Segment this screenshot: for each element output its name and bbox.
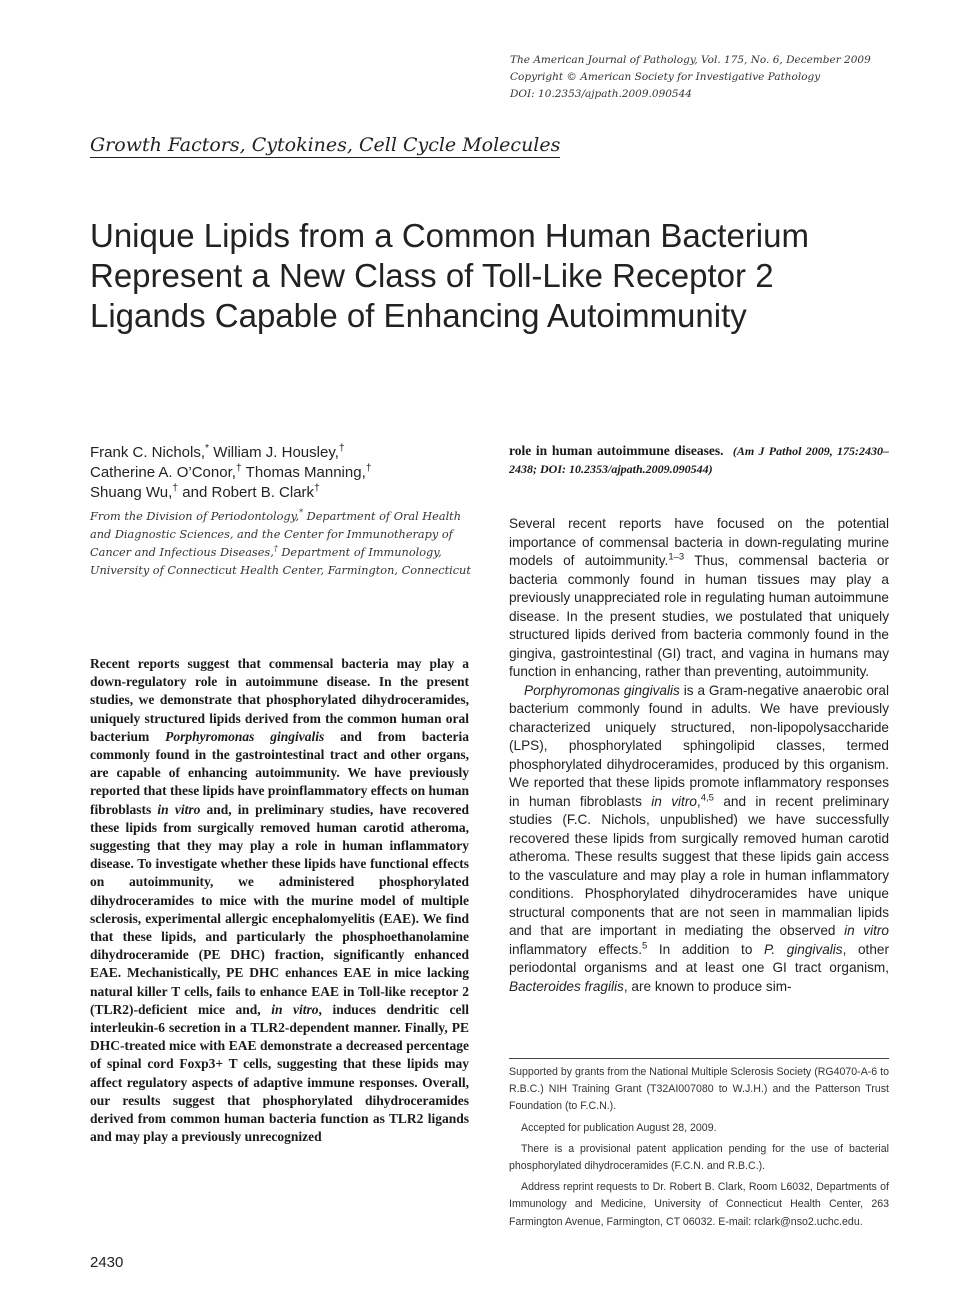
body-span: is a Gram-negative anaerobic oral bacterium commonly found in adults. We have previously characterized uniquely structured, non-lipopolysaccharide (LPS), phosphorylated sphingolipid classes, termed phosphorylated dihydroceramides, produced by this organism. We reported that these lipids promote inflammatory responses in human fibroblasts — [509, 682, 890, 809]
body-span: , other periodontal organisms and at least one GI tract organism, — [509, 941, 889, 975]
reference: 4,5 — [700, 791, 714, 803]
italic-term: in vitro — [844, 923, 889, 938]
author-mark: † — [172, 482, 179, 494]
reference: 5 — [641, 939, 648, 951]
author: Robert B. Clark — [211, 484, 315, 501]
body-span: In addition to — [658, 941, 753, 957]
paragraph-1 — [509, 515, 889, 682]
footnote-patent: There is a provisional patent application pending for the use of bacterial phosphorylated dihydroceramides (F.C.N. and R.B.C.). — [509, 1142, 889, 1173]
abstract — [90, 655, 469, 1146]
abstract-text: , induces dendritic cell interleukin-6 secretion in a TLR2-dependent manner. Finally, PE DHC-treated mice with EAE demonstrate a decreased percentage of spinal cord Foxp3+ T cells, suggesting that these lipids may affect regulatory aspects of adaptive immune responses. Overall, our results suggest that phosphorylated dihydroceramides derived from common human bacteria function as TLR2 ligands and may play a previously unrecognized — [90, 1001, 470, 1145]
journal-citation: The American Journal of Pathology, Vol. 175, No. 6, December 2009 — [510, 54, 871, 66]
reference: 1–3 — [668, 551, 685, 563]
body-span: inflammatory effects. — [509, 941, 642, 957]
author-conjunction: and — [182, 484, 208, 501]
affiliation-mark: † — [273, 544, 278, 554]
journal-copyright: Copyright © American Society for Investigative Pathology — [510, 71, 821, 83]
abstract-citation: (Am J Pathol 2009, 175:2430–2438; DOI: 10.2353/ajpath.2009.090544) — [509, 444, 890, 477]
title-line-2: Represent a New Class of Toll-Like Receptor 2 — [90, 257, 774, 294]
affiliation-text: Department of Oral Health and Diagnostic Sciences, and the Center for Immunotherapy of Cancer and Infectious Diseases, — [90, 510, 462, 559]
abstract-italic: in vitro — [271, 1001, 319, 1017]
footnote-support: Supported by grants from the National Multiple Sclerosis Society (RG4070-A-6 to R.B.C.) NIH Training Grant (T32AI007080 to W.J.H.) and the Patterson Trust Foundation (to F.C.N.). — [509, 1066, 889, 1113]
footnote-divider — [509, 1058, 889, 1059]
title-line-3: Ligands Capable of Enhancing Autoimmunity — [90, 297, 747, 334]
author-mark: * — [205, 442, 210, 454]
abstract-italic: in vitro — [157, 801, 201, 817]
footnote-reprint: Address reprint requests to Dr. Robert B. Clark, Room L6032, Departments of Immunology and Medicine, University of Connecticut Health Center, 263 Farmington Avenue, Farmington, CT 06032. E-mail: rclark@nso2.uchc.edu. — [509, 1181, 889, 1228]
body-span: Several recent reports have focused on the potential importance of commensal bacteria in down-regulating murine models of autoimmunity. — [509, 516, 889, 568]
affiliations — [90, 508, 480, 580]
affiliation-text: Department of Immunology, University of Connecticut Health Center, Farmington, Connecticut — [90, 546, 471, 577]
paragraph-2: Porphyromonas gingivalis is a Gram-negative anaerobic oral bacterium commonly found in adults. We have previously characterized uniquely structured, non-lipopolysaccharide (LPS), phosphorylated sphingolipid classes, termed phosphorylated dihydroceramides, produced by this organism. We reported that these lipids promote inflammatory responses in human fibroblasts in vitro,$^{4,5}$ and in recent preliminary studies (F.C. Nichols, unpublished) we have successfully recovered these lipids from surgically removed human carotid atheroma. These results suggest that these lipids gain access to the vasculature and may play a role in human inflammatory conditions. Phosphorylated dihydroceramides have unique structural components that are not seen in mammalian lipids and that are important in mediating the observed in vitro inflammatory effects.$^5$ In addition to P. gingivalis, other periodontal organisms and at least one GI tract organism, Bacteroides fragilis, are known to produce sim- — [509, 682, 890, 994]
body-span: and in recent preliminary studies (F.C. Nichols, unpublished) we have successfully recovered these lipids from surgically removed human carotid atheroma. These results suggest that these lipids gain access to the vasculature and may play a role in human inflammatory conditions. Phosphorylated dihydroceramides have unique structural components that are not seen in mammalian lipids and that are important in mediating the observed — [509, 793, 889, 938]
author: Thomas Manning, — [245, 464, 366, 481]
italic-term: in vitro — [651, 793, 697, 809]
journal-header — [510, 52, 930, 103]
body-text — [509, 515, 889, 996]
abstract-text: Recent reports suggest that commensal bacteria may play a down-regulatory role in autoimmune disease. In the present studies, we demonstrate that phosphorylated dihydroceramides, uniquely structured lipids derived from the common human oral bacterium — [90, 656, 469, 744]
author: Shuang Wu, — [90, 484, 173, 501]
species-name: Porphyromonas gingivalis — [524, 682, 680, 698]
footnote-accepted: Accepted for publication August 28, 2009. — [521, 1121, 717, 1134]
abstract-text: and, in preliminary studies, have recovered these lipids from surgically removed human carotid atheroma, suggesting that they may play a role in human inflammatory disease. To investigate whether these lipids have functional effects on autoimmunity, we administered phosphorylated dihydroceramides to mice with the murine model of multiple sclerosis, experimental allergic encephalomyelitis (EAE). We find that these lipids, and particularly the phosphoethanolamine dihydroceramide (PE DHC) fraction, significantly enhanced EAE. Mechanistically, PE DHC enhances EAE in mice lacking natural killer T cells, fails to enhance EAE in Toll-like receptor 2 (TLR2)-deficient mice and, — [90, 801, 469, 1017]
abstract-text: role in human autoimmune diseases. — [509, 443, 724, 458]
abstract-continuation — [509, 442, 889, 479]
author: Frank C. Nichols, — [90, 444, 206, 461]
body-span: , are known to produce sim- — [623, 978, 792, 994]
affiliation-text: From the Division of Periodontology, — [90, 510, 300, 523]
author: Catherine A. O’Conor, — [90, 464, 236, 481]
species-name: P. gingivalis — [764, 941, 843, 957]
page-number: 2430 — [90, 1254, 124, 1271]
journal-doi: DOI: 10.2353/ajpath.2009.090544 — [510, 88, 692, 100]
abstract-species: Porphyromonas gingivalis — [165, 728, 325, 744]
author-mark: † — [235, 462, 242, 474]
abstract-text: and from bacteria commonly found in the gastrointestinal tract and other organs, are capable of enhancing autoimmunity. We have previously reported that these lipids have proinflammatory effects on human fibroblasts — [90, 728, 470, 817]
author-mark: † — [338, 442, 345, 454]
section-heading: Growth Factors, Cytokines, Cell Cycle Molecules — [90, 134, 561, 156]
body-span: Thus, commensal bacteria or bacteria commonly found in human tissues may play a previously unappreciated role in regulating human autoimmune disease. In the present studies, we postulated that uniquely structured lipids derived from bacteria commonly found in the gingiva, gastrointestinal (GI) tract, and vagina in humans may function in enhancing, rather than preventing, autoimmunity. — [509, 553, 889, 679]
author-mark: † — [314, 482, 320, 494]
species-name: Bacteroides fragilis — [509, 978, 624, 994]
author-mark: † — [365, 462, 372, 474]
footnotes — [509, 1064, 889, 1235]
affiliation-mark: * — [299, 508, 304, 518]
author: William J. Housley, — [213, 444, 339, 461]
title-line-1: Unique Lipids from a Common Human Bacterium — [90, 217, 809, 254]
author-list — [90, 443, 490, 503]
article-title — [90, 216, 890, 336]
